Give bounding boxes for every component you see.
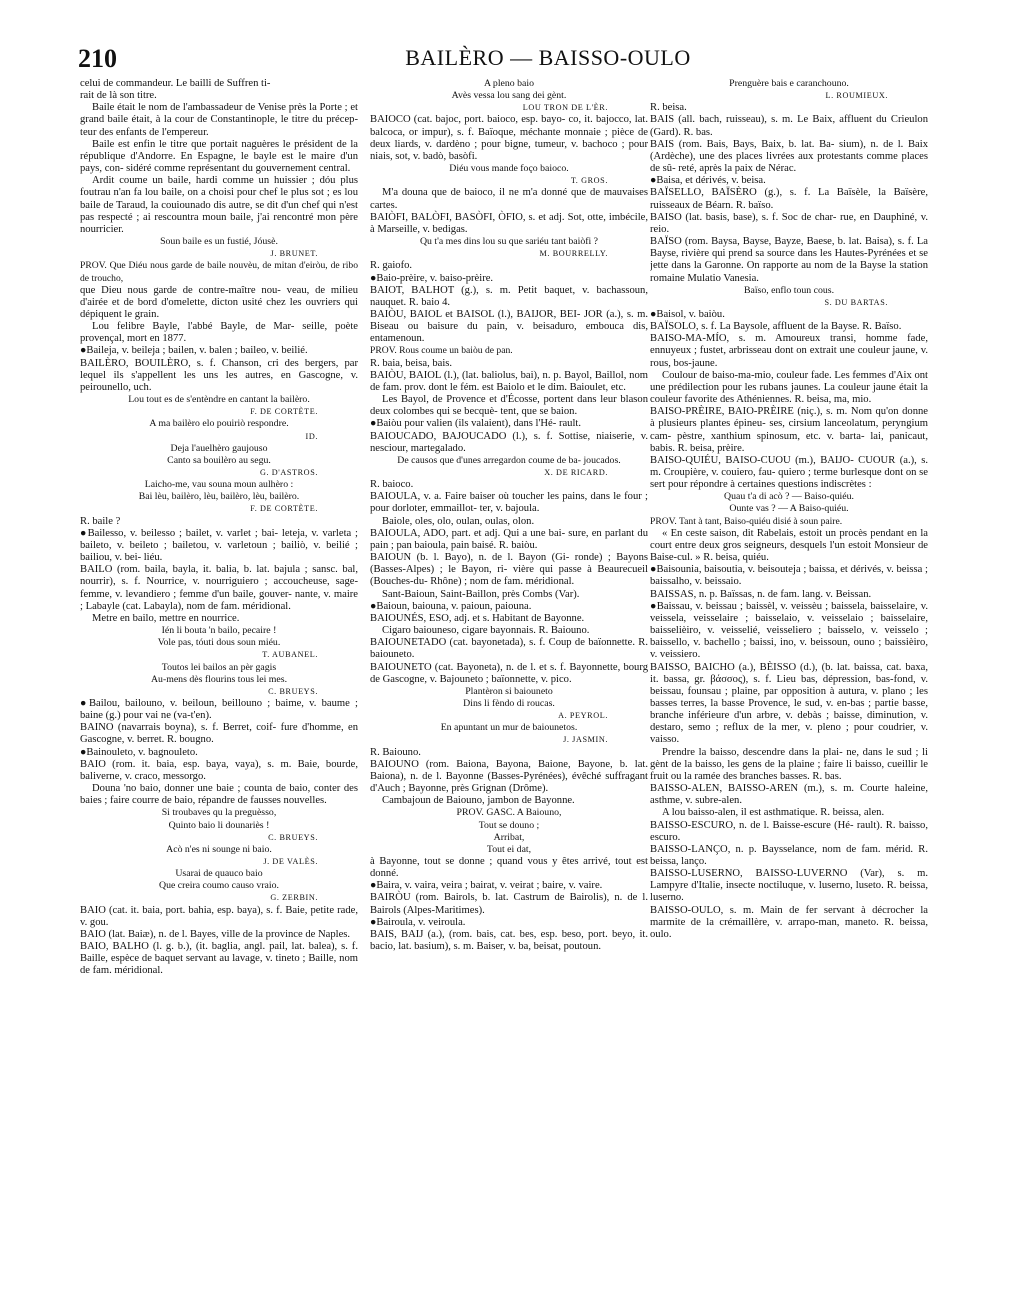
column-middle [370, 78, 648, 1288]
entry-text: Baile était le nom de l'ambassadeur de Venise près la Porte ; et grand baile était, à la cour de Constantinople, le titre du précep- teur des enfants de l'empereur. [80, 102, 358, 138]
dictionary-entry: BAIOUN (b. l. Bayo), n. de l. Bayon (Gi- ronde) ; Bayons (Basses-Alpes) ; le Bayon, ri- vière qui passe à Beaurecueil (Bouches-du- Rhône) ; nom de fam. méridional. [370, 552, 648, 588]
entry-text: Douna 'no baio, donner une baie ; counta de baio, conter des baies ; faire courre de baio, répandre de fausses nouvelles. [80, 783, 358, 807]
entry-text: Ardit coume un baile, hardi comme un huissier ; dóu plus foutrau n'an fa lou baile, on a choisi pour chef le plus sot ; es lou baile de Taraud, la couiounado dis autre, se dit d'un chef qui n'est pas respecté ; ai rescountra moun baile, j'ai rencontré mon père nourricier. [80, 175, 358, 235]
entry-text: Cigaro baiouneso, cigare bayonnais. R. Baiouno. [382, 625, 590, 637]
citation-author: S. DU BARTAS. [824, 297, 888, 307]
citation-author: L. ROUMIEUX. [825, 91, 888, 101]
citation-verse: Ién li bouta 'n bailo, pecaire ! [161, 625, 277, 637]
citation-verse: Diéu vous mande foço baioco. [449, 163, 569, 175]
entry-text: que Dieu nous garde de contre-maître nou- veau, de milieu d'airée et de bord d'omelette, dicton usité chez les ouvriers qui dépiquent le grain. [80, 284, 358, 320]
citation-author: T. GROS. [570, 176, 608, 186]
citation-verse: Acò n'es ni sounge ni baio. [166, 843, 272, 855]
citation-verse: Vole pas, tóuti dous soun miéu. [157, 637, 281, 649]
citation-verse: Soun baile es un fustié, Jóusè. [160, 236, 278, 248]
dictionary-entry: BAINO (navarrais boyna), s. f. Berret, coif- fure d'homme, en Gascogne, v. berret. R. bougno. [80, 722, 358, 746]
citation-verse: En apuntant un mur de baiounetos. [440, 722, 578, 734]
entry-text: R. Baiouno. [370, 746, 421, 758]
entry-text: ●Baioun, baiouna, v. paioun, paiouna. [370, 600, 532, 612]
entry-text: R. baia, beisa, bais. [370, 357, 453, 369]
citation-verse: Canto sa bouilèro au segu. [167, 454, 271, 466]
dictionary-entry: BAISSAS, n. p. Baïssas, n. de fam. lang. v. Beissan. [650, 588, 872, 600]
entry-text: ●Baio-prèire, v. baiso-prèire. [370, 272, 494, 284]
entry-text: PROV. Tant à tant, Baiso-quiéu disié à soun paire. [650, 515, 843, 527]
citation-author: G. D'ASTROS. [259, 468, 318, 477]
entry-text: PROV. Que Diéu nous garde de baile nouvèu, de mitan d'eiròu, de ribo de troucho, [80, 260, 358, 284]
citation-verse: Quau t'a di acò ? — Baiso-quiéu. [724, 491, 854, 503]
dictionary-entry: BAISSO-OULO, s. m. Main de fer servant à décrocher la marmite de la crémaillère, v. arrapo-man, maneto. R. beissa, oulo. [650, 904, 928, 940]
dictionary-entry: BAILÈRO, BOUILÈRO, s. f. Chanson, cri des bergers, par lequel ils s'appellent les uns les autres, en Gascogne, v. peirounello, uch. [80, 357, 358, 393]
citation-verse: Tout se douno ; [478, 819, 540, 831]
entry-text: R. beisa. [650, 102, 687, 114]
citation-verse: Ounte vas ? — A Baiso-quiéu. [729, 503, 849, 515]
citation-author: LOU TRON DE L'ÈR. [522, 103, 608, 113]
entry-text: ●Baileja, v. beileja ; bailen, v. balen ; baileo, v. beilié. [80, 345, 308, 357]
dictionary-entry: BAISO-QUIÉU, BAISO-CUOU (m.), BAIJO- CUOUR (a.), s. m. Croupière, v. couiero, fau- quiero ; terme burlesque dont on se sert pour répondre à certaines questions indiscrètes : [650, 454, 928, 491]
entry-text: M'a douna que de baioco, il ne m'a donné que de mauvaises cartes. [370, 187, 648, 211]
entry-text: Baiole, oles, olo, oulan, oulas, olon. [382, 515, 535, 527]
citation-verse: Prenguère bais e caranchouno. [729, 78, 849, 89]
entry-text: A lou baisso-alen, il est asthmatique. R. beissa, alen. [662, 807, 885, 819]
dictionary-entry: BAIS (rom. Bais, Bays, Baix, b. lat. Ba- sium), n. de l. Baix (Ardèche), une des places livrées aux protestants comme places de sû- reté, après la paix de Nérac. [650, 138, 928, 175]
citation-verse: Baïso, enflo toun cous. [743, 284, 835, 296]
entry-text: rait de là son titre. [80, 90, 157, 102]
dictionary-entry: BAIOCO (cat. bajoc, port. baioco, esp. bayo- co, it. bajocco, lat. balcoca, or impur), s. f. Baïoque, méchante monnaie ; pièce de deux liards, v. dardèno ; pour bigne, tumeur, v. bachoco ; pour niais, sot, v. badò, basòfi. [370, 114, 648, 162]
citation-verse: De causos que d'unes arregardon coume de ba- joucados. [397, 454, 621, 466]
entry-text: ●Baissau, v. beissau ; baissèl, v. veissèu ; baissela, baisselaire, v. veissela, veisselaire ; baisselaio, v. veisselaio ; baisselaire, baisselièiro, v. veisselié, veisseliero ; baisselo, v. veisselo ; baissello, v. bachello ; baissi, ino, v. beissoun, ouno ; baissièiro, v. veissiero. [650, 600, 928, 661]
citation-verse: Tout ei dat, [486, 843, 532, 855]
entry-text: ●Baiòu pour valien (ils valaient), dans l'Hé- rault. [370, 418, 582, 430]
citation-verse: A pleno baio [483, 78, 535, 89]
citation-verse: Avès vessa lou sang dei gènt. [451, 90, 567, 102]
entry-text: Prendre la baisso, descendre dans la plai- ne, dans le sud ; li gènt de la baisso, les gens de la plaine ; faire li baisso, cueillir le fruit ou la ramée des branches basses. R. bas. [650, 746, 928, 782]
entry-text: « En ceste saison, dit Rabelais, estoit un procès pendant en la court entre deux gros seigneurs, desquels l'un estoit Monsieur de Baise-cul. » R. beisa, quiéu. [650, 527, 928, 564]
entry-text: à Bayonne, tout se donne ; quand vous y êtes arrivé, tout est donné. [370, 856, 648, 880]
entry-text: R. baile ? [80, 515, 121, 527]
citation-verse: Dins li fèndo di roucas. [463, 697, 555, 709]
citation-author: J. JASMIN. [563, 735, 608, 745]
dictionary-entry: BAIOUNETADO (cat. bayonetada), s. f. Coup de baïonnette. R. baiouneto. [370, 637, 648, 661]
citation-verse: Que creira coumo causo vraio. [159, 880, 279, 892]
dictionary-entry: BAIOT, BALHOT (g.), s. m. Petit baquet, v. bachassoun, nauquet. R. baio 4. [370, 284, 648, 308]
entry-text: Lou felibre Bayle, l'abbé Bayle, de Mar- seille, poète provençal, mort en 1877. [80, 321, 358, 345]
citation-author: J. BRUNET. [270, 249, 318, 259]
entry-text: Les Bayol, de Provence et d'Écosse, portent dans leur blason deux colombes qui se becquè- tent, que se baion. [370, 394, 648, 418]
dictionary-entry: BAISO (lat. basis, base), s. f. Soc de char- rue, en Dauphiné, v. reio. [650, 211, 928, 235]
entry-text: PROV. Rous coume un baiòu de pan. [370, 345, 513, 357]
citation-author: X. DE RICARD. [544, 468, 608, 477]
citation-verse: Bai lèu, bailèro, lèu, bailèro, lèu, bailèro. [138, 491, 300, 503]
dictionary-entry: BAISSO, BAICHO (a.), BÈISSO (d.), (b. lat. baissa, cat. baxa, it. bassa, gr. βάσσος), s. f. Lieu bas, dépression, bas-fond, v. beissau, founsau ; plaine, par opposition à autura, v. plano ; les basses terres, la basse Provence, le sud, v. en-bas ; partie basse, branche inférieure d'un arbre, v. debàs ; baisse, diminution, v. destaro, semo ; reflux de la mer, v. pleno ; pour coudrier, v. vaisso. [650, 661, 928, 746]
entry-text: ●Bairoula, v. veiroula. [370, 916, 466, 928]
entry-text: ●Baisounia, baisoutia, v. beisouteja ; baissa, et dérivés, v. beissa ; baissalho, v. beissaio. [650, 564, 928, 588]
dictionary-entry: BAIO, BALHO (l. g. b.), (it. baglia, angl. pail, lat. balea), s. f. Baille, espèce de baquet servant au lavage, v. tineto ; Baille, nom de fam. méridional. [80, 941, 358, 977]
dictionary-entry: BAISO-MA-MÍO, s. m. Amoureux transi, homme fade, ennuyeux ; fustet, arbrisseau dont on extrait une couleur jaune, v. rous, bos-jaune. [650, 333, 928, 369]
citation-verse: Qu t'a mes dins lou su que sariéu tant baiòfi ? [419, 236, 599, 248]
dictionary-entry: BAIS (all. bach, ruisseau), s. m. Le Baix, affluent du Crieulon (Gard). R. bas. [650, 114, 928, 138]
dictionary-entry: BAIO (rom. it. baia, esp. baya, vaya), s. m. Baie, bourde, baliverne, v. craco, messorgo. [80, 758, 358, 782]
citation-author: M. BOURRELLY. [539, 249, 608, 259]
dictionary-entry: BAISSO-ALEN, BAISSO-AREN (m.), s. m. Courte haleine, asthme, v. subre-alen. [650, 783, 928, 807]
dictionary-entry: BAISO-PRÈIRE, BAIO-PRÈIRE (niç.), s. m. Nom qu'on donne à plusieurs plantes épineu- ses, cirsium lanceolatum, peryngium cam- pèstre, xanthium spinosum, etc. v. barta- lai, panicaut, babis. R. beisa, prèire. [650, 406, 928, 454]
entry-text: ●Baira, v. vaira, veira ; bairat, v. veirat ; baire, v. vaire. [370, 880, 603, 892]
dictionary-entry: BAIS, BAIJ (a.), (rom. bais, cat. bes, esp. beso, port. beyo, it. bacio, lat. basium), s. m. Baiser, v. ba, beisat, poutoun. [370, 928, 648, 953]
column-left [80, 78, 358, 1288]
entry-text: ●Bailesso, v. beilesso ; bailet, v. varlet ; bai- leteja, v. varleta ; baileto, v. beileto ; bailetou, v. varletoun ; bailiò, v. beilié ; bailiou, v. bei- liéu. [80, 527, 358, 564]
citation-author: ID. [305, 431, 318, 441]
page-number: 210 [78, 44, 117, 73]
citation-verse: Arribat, [493, 831, 525, 843]
entry-text: ●Bailou, bailouno, v. beiloun, beillouno ; baime, v. baume ; baine (g.) pour vai ne (va-t'en). [80, 697, 358, 722]
dictionary-entry: BAIOUCADO, BAJOUCADO (l.), s. f. Sottise, niaiserie, v. nesciour, martegalado. [370, 430, 648, 454]
entry-text: ●Baisa, et dérivés, v. beisa. [650, 175, 766, 187]
citation-verse: Lou tout es de s'entèndre en cantant la bailèro. [128, 394, 310, 406]
dictionary-entry: BAIOUNETO (cat. Bayoneta), n. de l. et s. f. Bayonnette, bourg de Gascogne, v. Bajouneto ; baïonnette, v. pico. [370, 661, 648, 685]
dictionary-entry: BAÏSOLO, s. f. La Baysole, affluent de la Bayse. R. Baïso. [650, 321, 902, 333]
entry-text: ●Baisol, v. baiòu. [650, 308, 725, 320]
citation-verse: Laicho-me, vau souna moun aulhèro : [144, 479, 294, 491]
citation-verse: Si troubaves qu la preguèsso, [161, 807, 277, 819]
entry-text: ●Bainouleto, v. bagnouleto. [80, 746, 198, 758]
dictionary-entry: BAIOUNO (rom. Baiona, Bayona, Baione, Bayone, b. lat. Baiona), n. de l. Bayonne (Basses-Pyrénées), évêché suffragant d'Auch ; Bayonne, près Grignan (Drôme). [370, 758, 648, 795]
citation-verse: A ma bailèro elo pouiriò respondre. [149, 418, 289, 430]
citation-verse: Deja l'auelhèro gaujouso [170, 442, 268, 454]
entry-text: Metre en bailo, mettre en nourrice. [92, 612, 240, 624]
column-right [650, 78, 928, 1288]
entry-text: celui de commandeur. Le bailli de Suffren ti- [80, 78, 271, 89]
dictionary-entry: BAÏSO (rom. Baysa, Bayse, Bayze, Baese, b. lat. Baisa), s. f. La Bayse, rivière qui prend sa source dans les Hautes-Pyrénées et se jette dans la Garonne. On rapporte au nom de la Bayse la station romaine Mulatio Vanesia. [650, 236, 928, 284]
dictionary-entry: BAIOULA, v. a. Faire baiser où toucher les pains, dans le four ; pour dorloter, emmaillot- ter, v. bajoula. [370, 491, 648, 515]
citation-author: T. AUBANEL. [262, 650, 318, 660]
dictionary-entry: BAÏSELLO, BAÏSÈRO (g.), s. f. La Baïsèle, la Baïsère, ruisseaux de Béarn. R. baïso. [650, 187, 928, 211]
citation-author: J. DE VALÈS. [263, 857, 318, 866]
citation-author: F. DE CORTÈTE. [250, 504, 318, 514]
dictionary-entry: BAIRÒU (rom. Bairols, b. lat. Castrum de Bairolis), n. de l. Bairols (Alpes-Maritimes). [370, 892, 648, 916]
entry-text: Cambajoun de Baiouno, jambon de Bayonne. [382, 795, 575, 807]
entry-text: Sant-Baioun, Saint-Baillon, près Combs (Var). [382, 588, 580, 600]
citation-author: F. DE CORTÈTE. [250, 407, 318, 417]
citation-author: C. BRUEYS. [268, 832, 318, 842]
citation-verse: Toutos lei bailos an pèr gagis [161, 661, 277, 673]
citation-author: A. PEYROL. [558, 711, 608, 721]
page-header [78, 44, 948, 80]
dictionary-entry: BAIOUNÉS, ESO, adj. et s. Habitant de Bayonne. [370, 612, 585, 624]
dictionary-entry: BAISSO-LUSERNO, BAISSO-LUVERNO (Var), s. m. Lampyre d'Italie, insecte noctiluque, v. luserno, luseto. R. beissa, luserno. [650, 868, 928, 904]
dictionary-entry: BAIO (cat. it. baia, port. bahia, esp. baya), s. f. Baie, petite rade, v. gou. [80, 904, 358, 928]
citation-verse: Quinto baio li dounariès ! [168, 819, 270, 831]
citation-author: C. BRUEYS. [268, 686, 318, 696]
dictionary-entry: BAIOULA, ADO, part. et adj. Qui a une bai- sure, en parlant du pain ; pan baioula, pain baisé. R. baiòu. [370, 527, 648, 551]
running-title: BAILÈRO — BAISSO-OULO [405, 45, 691, 70]
citation-verse: PROV. GASC. A Baiouno, [456, 807, 562, 819]
entry-text: Baile est enfin le titre que portait naguères le président de la république d'Andorre. En Espagne, le bayle est le maire d'un pays, con- sidéré comme représentant du gouvernement central. [80, 138, 358, 175]
entry-text: R. gaiofo. [370, 260, 413, 272]
citation-verse: Au-mens dès flourins tous lei mes. [150, 673, 288, 685]
citation-verse: Usarai de quauco baio [175, 868, 263, 880]
dictionary-entry: BAIÒU, BAIOL (l.), (lat. baliolus, bai), n. p. Bayol, Baillol, nom de fam. prov. dont le fém. est Baiolo et le dim. Baioulet, etc. [370, 369, 648, 393]
dictionary-entry: BAIO (lat. Baiæ), n. de l. Bayes, ville de la province de Naples. [80, 928, 351, 940]
dictionary-entry: BAIÒFI, BALÒFI, BASÒFI, ÒFIO, s. et adj. Sot, otte, imbécile, à Marseille, v. bedigas. [370, 211, 648, 235]
citation-author: G. ZERBIN. [270, 893, 318, 903]
dictionary-entry: BAIÒU, BAIOL et BAISOL (l.), BAIJOR, BEI- JOR (a.), s. m. Biseau ou baisure du pain, v. beisaduro, embouca dis, entamenoun. [370, 308, 648, 345]
entry-text: R. baioco. [370, 479, 414, 491]
dictionary-entry: BAISSO-LANÇO, n. p. Baysselance, nom de fam. mérid. R. beissa, lanço. [650, 843, 928, 867]
citation-verse: Plantèron si baiouneto [465, 685, 553, 697]
dictionary-entry: BAILO (rom. baila, bayla, it. balia, b. lat. bajula ; sansc. bal, nourrir), s. f. Nourrice, v. nourriguiero ; accoucheuse, sage-femme, v. levandiero ; femme d'un baile, gouver- nante, v. maire ; Labayle (cat. Labayla), nom de fam. méridional. [80, 564, 358, 612]
dictionary-entry: BAISSO-ESCURO, n. de l. Baisse-escure (Hé- rault). R. baisso, escuro. [650, 819, 928, 843]
entry-text: Coulour de baiso-ma-mio, couleur fade. Les femmes d'Aix ont une prédilection pour les rubans jaunes. La couleur jaune était la couleur favorite des Athéniennes. R. beisa, ma, mio. [650, 369, 928, 406]
